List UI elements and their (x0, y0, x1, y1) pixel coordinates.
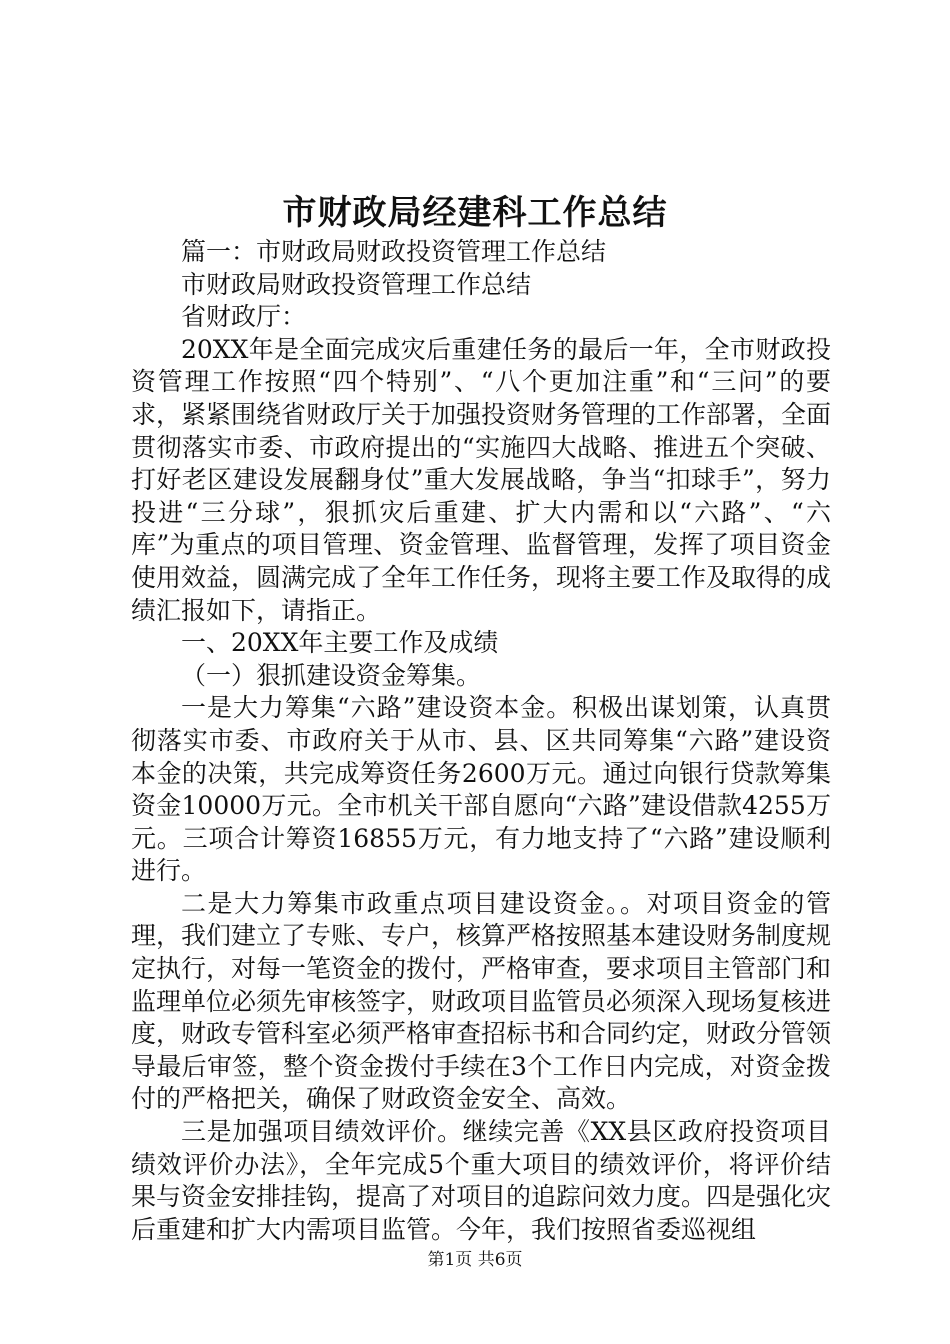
paragraph-item-1: 一是大力筹集“六路”建设资本金。积极出谋划策，认真贯彻落实市委、市政府关于从市、县、区共同筹集“六路”建设资本金的决策，共完成筹资任务2600万元。通过向银行贷款筹集资金10000万元。全市机关干部自愿向“六路”建设借款4255万元。三项合计筹资16855万元，有力地支持了“六路”建设顺利进行。 (131, 693, 831, 886)
paragraph-item-2: 二是大力筹集市政重点项目建设资金。。对项目资金的管理，我们建立了专账、专户，核算严格按照基本建设财务制度规定执行，对每一笔资金的拨付，严格审查，要求项目主管部门和监理单位必须先审核签字，财政项目监管员必须深入现场复核进度，财政专管科室必须严格审查招标书和合同约定，财政分管领导最后审签，整个资金拨付手续在3个工作日内完成，对资金拨付的严格把关，确保了财政资金安全、高效。 (131, 888, 832, 1114)
paragraph-section-heading: 篇一：市财政局财政投资管理工作总结 (181, 237, 607, 266)
paragraph-addressee: 省财政厅： (181, 302, 307, 332)
paragraph-subtitle: 市财政局财政投资管理工作总结 (181, 269, 532, 299)
document-title: 市财政局经建科工作总结 (282, 193, 668, 233)
document-body (131, 236, 831, 1246)
paragraph-intro: 20XX年是全面完成灾后重建任务的最后一年，全市财政投资管理工作按照“四个特别”、“八个更加注重”和“三问”的要求，紧紧围绕省财政厅关于加强投资财务管理的工作部署，全面贯彻落实市委、市政府提出的“实施四大战略、推进五个突破、打好老区建设发展翻身仗”重大发展战略，争当“扣球手”，努力投进“三分球”，狠抓灾后重建、扩大内需和以“六路”、“六库”为重点的项目管理、资金管理、监督管理，发挥了项目资金使用效益，圆满完成了全年工作任务，现将主要工作及取得的成绩汇报如下，请指正。 (131, 334, 832, 625)
page-footer: 第1页 共6页 (427, 1250, 523, 1270)
paragraph-heading-1: 一、20XX年主要工作及成绩 (181, 628, 499, 658)
paragraph-heading-1-1: （一）狠抓建设资金筹集。 (181, 660, 482, 690)
paragraph-item-3: 三是加强项目绩效评价。继续完善《XX县区政府投资项目绩效评价办法》，全年完成5个重大项目的绩效评价，将评价结果与资金安排挂钩，提高了对项目的追踪问效力度。四是强化灾后重建和扩大内需项目监管。今年，我们按照省委巡视组 (131, 1117, 832, 1244)
